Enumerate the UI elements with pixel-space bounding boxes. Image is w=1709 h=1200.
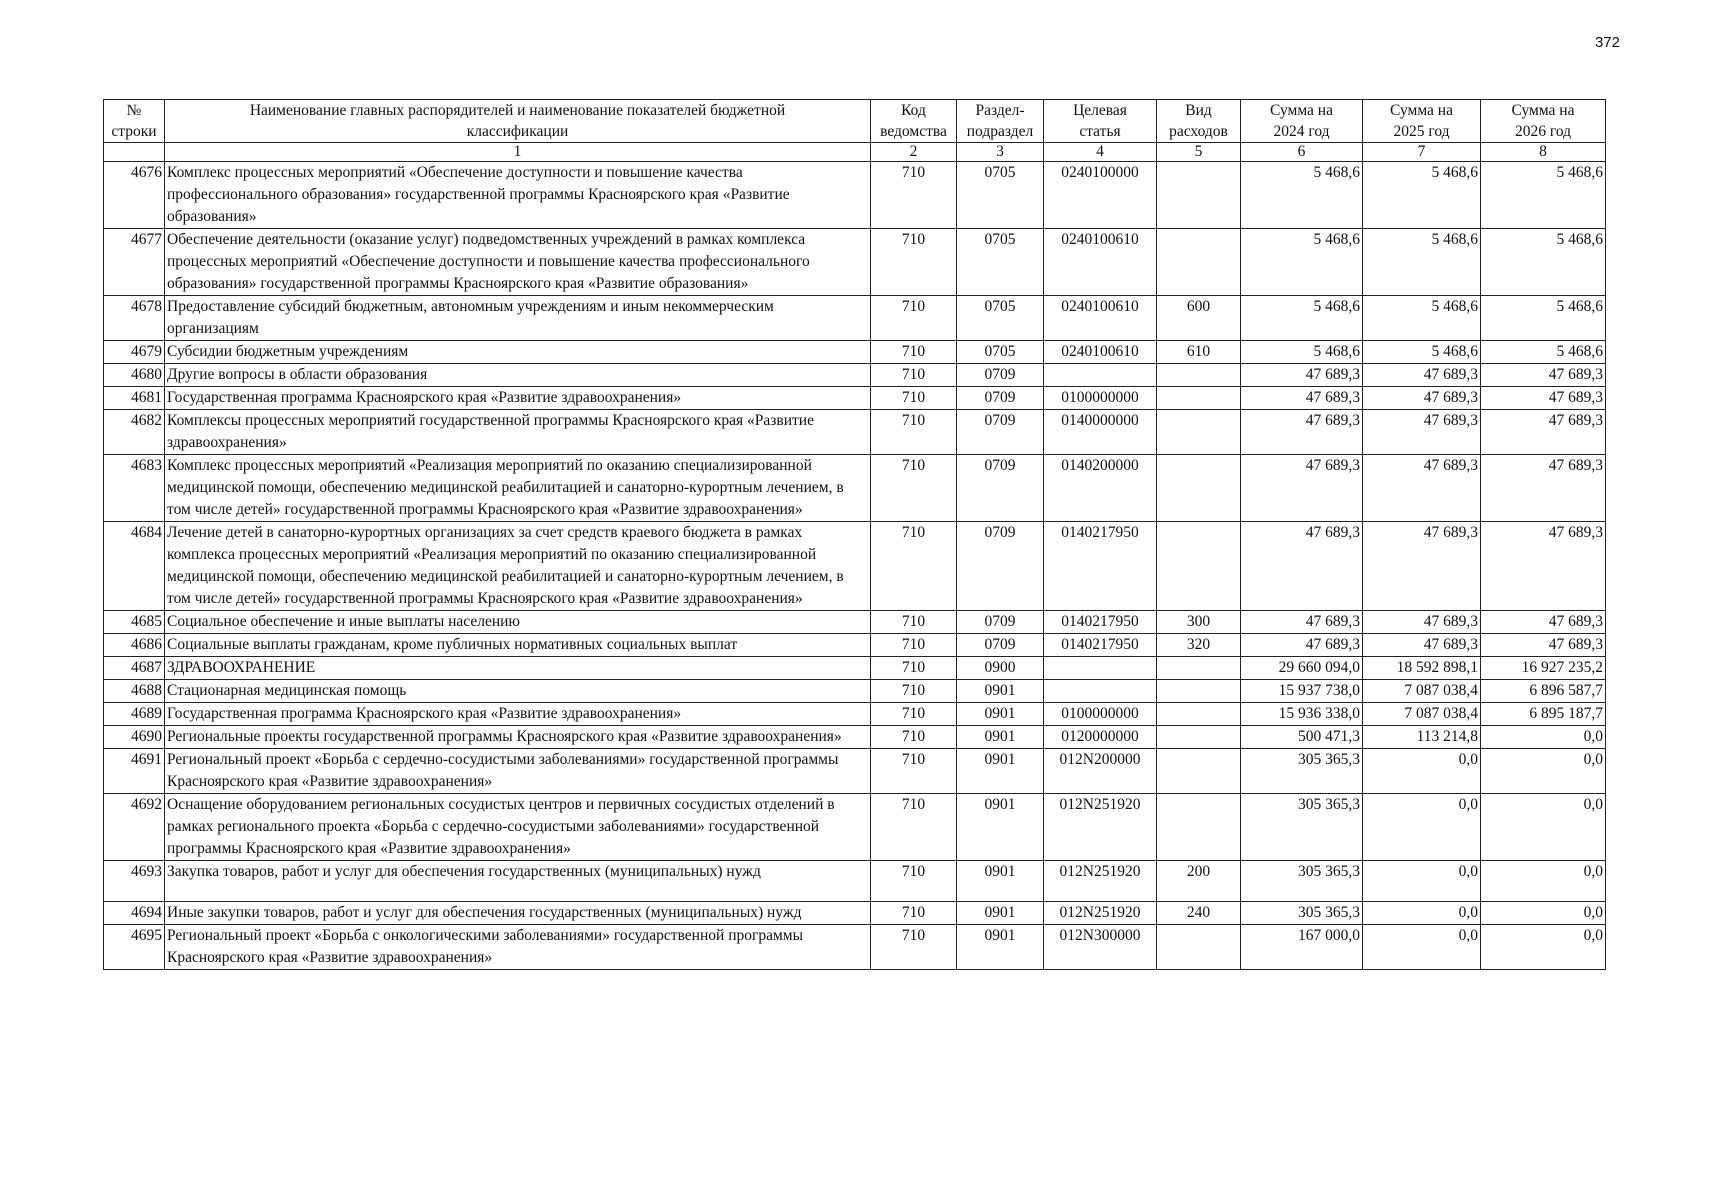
expense-type	[1157, 162, 1241, 229]
target-article: 0140217950	[1044, 522, 1157, 611]
column-numbers-row	[104, 143, 1606, 162]
sum-2026: 6 896 587,7	[1481, 680, 1606, 703]
sum-2024: 5 468,6	[1241, 296, 1363, 341]
row-name: Другие вопросы в области образования	[165, 364, 871, 387]
sum-2026: 5 468,6	[1481, 162, 1606, 229]
row-name: Обеспечение деятельности (оказание услуг) подведомственных учреждений в рамках комплекса процессных мероприятий «Обеспечение доступности и повышение качества профессионального образования» государственной программы Красноярского края «Развитие образования»	[165, 229, 871, 296]
sum-2024: 305 365,3	[1241, 902, 1363, 925]
header-sum-2026: Сумма на 2026 год	[1481, 100, 1606, 143]
sum-2026: 0,0	[1481, 749, 1606, 794]
department-code: 710	[871, 296, 957, 341]
row-number: 4677	[104, 229, 165, 296]
row-number: 4691	[104, 749, 165, 794]
section-code: 0901	[957, 703, 1044, 726]
column-number	[104, 143, 165, 162]
sum-2026: 16 927 235,2	[1481, 657, 1606, 680]
table-row	[104, 794, 1606, 861]
target-article: 0240100000	[1044, 162, 1157, 229]
target-article: 0140217950	[1044, 634, 1157, 657]
column-number: 6	[1241, 143, 1363, 162]
target-article: 0100000000	[1044, 387, 1157, 410]
table-row	[104, 229, 1606, 296]
expense-type: 600	[1157, 296, 1241, 341]
sum-2025: 7 087 038,4	[1363, 703, 1481, 726]
target-article: 0240100610	[1044, 341, 1157, 364]
target-article: 0120000000	[1044, 726, 1157, 749]
expense-type	[1157, 749, 1241, 794]
row-name: Государственная программа Красноярского края «Развитие здравоохранения»	[165, 703, 871, 726]
row-number: 4678	[104, 296, 165, 341]
expense-type	[1157, 387, 1241, 410]
department-code: 710	[871, 726, 957, 749]
header-target-article: Целевая статья	[1044, 100, 1157, 143]
section-code: 0709	[957, 410, 1044, 455]
expense-type	[1157, 410, 1241, 455]
row-number: 4693	[104, 861, 165, 902]
sum-2024: 47 689,3	[1241, 522, 1363, 611]
department-code: 710	[871, 703, 957, 726]
row-name: Комплексы процессных мероприятий государственной программы Красноярского края «Развитие здравоохранения»	[165, 410, 871, 455]
sum-2026: 5 468,6	[1481, 296, 1606, 341]
department-code: 710	[871, 634, 957, 657]
row-name: Социальное обеспечение и иные выплаты населению	[165, 611, 871, 634]
row-number: 4676	[104, 162, 165, 229]
table-row	[104, 726, 1606, 749]
row-number: 4690	[104, 726, 165, 749]
expense-type: 200	[1157, 861, 1241, 902]
row-number: 4687	[104, 657, 165, 680]
row-number: 4694	[104, 902, 165, 925]
page-number: 372	[1594, 34, 1620, 51]
section-code: 0705	[957, 296, 1044, 341]
table-row	[104, 861, 1606, 902]
sum-2026: 6 895 187,7	[1481, 703, 1606, 726]
row-name: Региональный проект «Борьба с сердечно-сосудистыми заболеваниями» государственной программы Красноярского края «Развитие здравоохранения»	[165, 749, 871, 794]
target-article	[1044, 364, 1157, 387]
department-code: 710	[871, 794, 957, 861]
sum-2026: 0,0	[1481, 794, 1606, 861]
sum-2026: 47 689,3	[1481, 522, 1606, 611]
department-code: 710	[871, 364, 957, 387]
table-row	[104, 341, 1606, 364]
sum-2026: 0,0	[1481, 925, 1606, 970]
sum-2024: 47 689,3	[1241, 387, 1363, 410]
row-number: 4695	[104, 925, 165, 970]
sum-2025: 5 468,6	[1363, 341, 1481, 364]
section-code: 0709	[957, 387, 1044, 410]
row-number: 4684	[104, 522, 165, 611]
target-article: 012N251920	[1044, 902, 1157, 925]
target-article: 012N251920	[1044, 794, 1157, 861]
header-section: Раздел- подраздел	[957, 100, 1044, 143]
section-code: 0709	[957, 634, 1044, 657]
sum-2024: 29 660 094,0	[1241, 657, 1363, 680]
header-row-number: № строки	[104, 100, 165, 143]
sum-2026: 47 689,3	[1481, 364, 1606, 387]
sum-2024: 305 365,3	[1241, 861, 1363, 902]
sum-2024: 47 689,3	[1241, 410, 1363, 455]
row-name: Закупка товаров, работ и услуг для обеспечения государственных (муниципальных) нужд	[165, 861, 871, 902]
target-article: 012N300000	[1044, 925, 1157, 970]
department-code: 710	[871, 162, 957, 229]
target-article: 0140000000	[1044, 410, 1157, 455]
row-name: Иные закупки товаров, работ и услуг для обеспечения государственных (муниципальных) нужд	[165, 902, 871, 925]
row-number: 4689	[104, 703, 165, 726]
department-code: 710	[871, 902, 957, 925]
expense-type: 320	[1157, 634, 1241, 657]
sum-2024: 5 468,6	[1241, 162, 1363, 229]
table-row	[104, 611, 1606, 634]
expense-type	[1157, 703, 1241, 726]
section-code: 0901	[957, 861, 1044, 902]
row-number: 4682	[104, 410, 165, 455]
expense-type: 240	[1157, 902, 1241, 925]
section-code: 0709	[957, 455, 1044, 522]
sum-2024: 5 468,6	[1241, 229, 1363, 296]
row-name: Социальные выплаты гражданам, кроме публичных нормативных социальных выплат	[165, 634, 871, 657]
row-name: Комплекс процессных мероприятий «Обеспечение доступности и повышение качества профессионального образования» государственной программы Красноярского края «Развитие образования»	[165, 162, 871, 229]
sum-2026: 47 689,3	[1481, 410, 1606, 455]
expense-type	[1157, 522, 1241, 611]
table-row	[104, 364, 1606, 387]
sum-2025: 0,0	[1363, 861, 1481, 902]
row-name: Субсидии бюджетным учреждениям	[165, 341, 871, 364]
row-name: Региональный проект «Борьба с онкологическими заболеваниями» государственной программы Красноярского края «Развитие здравоохранения»	[165, 925, 871, 970]
sum-2024: 167 000,0	[1241, 925, 1363, 970]
sum-2026: 5 468,6	[1481, 229, 1606, 296]
expense-type	[1157, 680, 1241, 703]
section-code: 0705	[957, 341, 1044, 364]
department-code: 710	[871, 341, 957, 364]
sum-2024: 15 936 338,0	[1241, 703, 1363, 726]
row-name: Государственная программа Красноярского края «Развитие здравоохранения»	[165, 387, 871, 410]
sum-2025: 0,0	[1363, 925, 1481, 970]
target-article	[1044, 680, 1157, 703]
table-row	[104, 296, 1606, 341]
sum-2026: 0,0	[1481, 902, 1606, 925]
table-body	[104, 162, 1606, 970]
sum-2025: 5 468,6	[1363, 296, 1481, 341]
row-number: 4681	[104, 387, 165, 410]
department-code: 710	[871, 611, 957, 634]
table-row	[104, 162, 1606, 229]
section-code: 0709	[957, 611, 1044, 634]
sum-2024: 47 689,3	[1241, 364, 1363, 387]
table-row	[104, 680, 1606, 703]
department-code: 710	[871, 387, 957, 410]
sum-2026: 0,0	[1481, 861, 1606, 902]
row-name: Оснащение оборудованием региональных сосудистых центров и первичных сосудистых отделений в рамках регионального проекта «Борьба с сердечно-сосудистыми заболеваниями» государственной программы Красноярского края «Развитие здравоохранения»	[165, 794, 871, 861]
sum-2025: 47 689,3	[1363, 634, 1481, 657]
target-article: 012N251920	[1044, 861, 1157, 902]
table-row	[104, 522, 1606, 611]
row-number: 4685	[104, 611, 165, 634]
expense-type	[1157, 657, 1241, 680]
row-name: Предоставление субсидий бюджетным, автономным учреждениям и иным некоммерческим организациям	[165, 296, 871, 341]
sum-2025: 47 689,3	[1363, 522, 1481, 611]
sum-2025: 5 468,6	[1363, 162, 1481, 229]
table-row	[104, 634, 1606, 657]
target-article: 0140200000	[1044, 455, 1157, 522]
sum-2024: 305 365,3	[1241, 749, 1363, 794]
table-row	[104, 703, 1606, 726]
sum-2024: 5 468,6	[1241, 341, 1363, 364]
table-row	[104, 410, 1606, 455]
sum-2026: 47 689,3	[1481, 387, 1606, 410]
expense-type	[1157, 229, 1241, 296]
row-number: 4679	[104, 341, 165, 364]
header-department-code: Код ведомства	[871, 100, 957, 143]
sum-2025: 5 468,6	[1363, 229, 1481, 296]
sum-2025: 47 689,3	[1363, 611, 1481, 634]
header-name: Наименование главных распорядителей и наименование показателей бюджетной классификации	[165, 100, 871, 143]
sum-2025: 0,0	[1363, 749, 1481, 794]
sum-2025: 0,0	[1363, 794, 1481, 861]
department-code: 710	[871, 925, 957, 970]
header-sum-2025: Сумма на 2025 год	[1363, 100, 1481, 143]
sum-2025: 18 592 898,1	[1363, 657, 1481, 680]
column-number: 7	[1363, 143, 1481, 162]
department-code: 710	[871, 861, 957, 902]
section-code: 0901	[957, 925, 1044, 970]
column-number: 8	[1481, 143, 1606, 162]
sum-2026: 47 689,3	[1481, 611, 1606, 634]
sum-2025: 47 689,3	[1363, 455, 1481, 522]
row-name: ЗДРАВООХРАНЕНИЕ	[165, 657, 871, 680]
target-article	[1044, 657, 1157, 680]
target-article: 0240100610	[1044, 229, 1157, 296]
section-code: 0901	[957, 749, 1044, 794]
sum-2025: 7 087 038,4	[1363, 680, 1481, 703]
department-code: 710	[871, 680, 957, 703]
target-article: 0140217950	[1044, 611, 1157, 634]
header-sum-2024: Сумма на 2024 год	[1241, 100, 1363, 143]
sum-2025: 47 689,3	[1363, 364, 1481, 387]
section-code: 0709	[957, 364, 1044, 387]
budget-table	[103, 99, 1606, 970]
section-code: 0705	[957, 162, 1044, 229]
row-number: 4680	[104, 364, 165, 387]
department-code: 710	[871, 522, 957, 611]
expense-type	[1157, 364, 1241, 387]
column-number: 4	[1044, 143, 1157, 162]
table-row	[104, 902, 1606, 925]
table-row	[104, 749, 1606, 794]
department-code: 710	[871, 749, 957, 794]
sum-2024: 15 937 738,0	[1241, 680, 1363, 703]
column-number: 1	[165, 143, 871, 162]
sum-2026: 5 468,6	[1481, 341, 1606, 364]
sum-2024: 305 365,3	[1241, 794, 1363, 861]
department-code: 710	[871, 657, 957, 680]
section-code: 0709	[957, 522, 1044, 611]
table-header	[104, 100, 1606, 162]
row-name: Лечение детей в санаторно-курортных организациях за счет средств краевого бюджета в рамках комплекса процессных мероприятий «Реализация мероприятий по оказанию специализированной медицинской помощи, обеспечению медицинской реабилитацией и санаторно-курортным лечением, в том числе детей» государственной программы Красноярского края «Развитие здравоохранения»	[165, 522, 871, 611]
department-code: 710	[871, 455, 957, 522]
sum-2025: 113 214,8	[1363, 726, 1481, 749]
target-article: 0100000000	[1044, 703, 1157, 726]
column-number: 2	[871, 143, 957, 162]
expense-type: 610	[1157, 341, 1241, 364]
sum-2026: 47 689,3	[1481, 455, 1606, 522]
section-code: 0901	[957, 902, 1044, 925]
sum-2024: 47 689,3	[1241, 455, 1363, 522]
expense-type	[1157, 726, 1241, 749]
sum-2026: 47 689,3	[1481, 634, 1606, 657]
section-code: 0900	[957, 657, 1044, 680]
department-code: 710	[871, 410, 957, 455]
sum-2025: 47 689,3	[1363, 410, 1481, 455]
table-row	[104, 925, 1606, 970]
row-number: 4688	[104, 680, 165, 703]
table-row	[104, 387, 1606, 410]
table-row	[104, 455, 1606, 522]
section-code: 0901	[957, 794, 1044, 861]
target-article: 012N200000	[1044, 749, 1157, 794]
section-code: 0901	[957, 680, 1044, 703]
row-name: Стационарная медицинская помощь	[165, 680, 871, 703]
sum-2024: 47 689,3	[1241, 634, 1363, 657]
section-code: 0901	[957, 726, 1044, 749]
column-number: 5	[1157, 143, 1241, 162]
expense-type: 300	[1157, 611, 1241, 634]
sum-2024: 500 471,3	[1241, 726, 1363, 749]
target-article: 0240100610	[1044, 296, 1157, 341]
section-code: 0705	[957, 229, 1044, 296]
row-number: 4683	[104, 455, 165, 522]
sum-2025: 47 689,3	[1363, 387, 1481, 410]
sum-2024: 47 689,3	[1241, 611, 1363, 634]
sum-2026: 0,0	[1481, 726, 1606, 749]
table-row	[104, 657, 1606, 680]
expense-type	[1157, 455, 1241, 522]
expense-type	[1157, 925, 1241, 970]
department-code: 710	[871, 229, 957, 296]
column-number: 3	[957, 143, 1044, 162]
sum-2025: 0,0	[1363, 902, 1481, 925]
row-number: 4692	[104, 794, 165, 861]
row-name: Региональные проекты государственной программы Красноярского края «Развитие здравоохранения»	[165, 726, 871, 749]
header-expense-type: Вид расходов	[1157, 100, 1241, 143]
row-number: 4686	[104, 634, 165, 657]
expense-type	[1157, 794, 1241, 861]
row-name: Комплекс процессных мероприятий «Реализация мероприятий по оказанию специализированной медицинской помощи, обеспечению медицинской реабилитацией и санаторно-курортным лечением, в том числе детей» государственной программы Красноярского края «Развитие здравоохранения»	[165, 455, 871, 522]
